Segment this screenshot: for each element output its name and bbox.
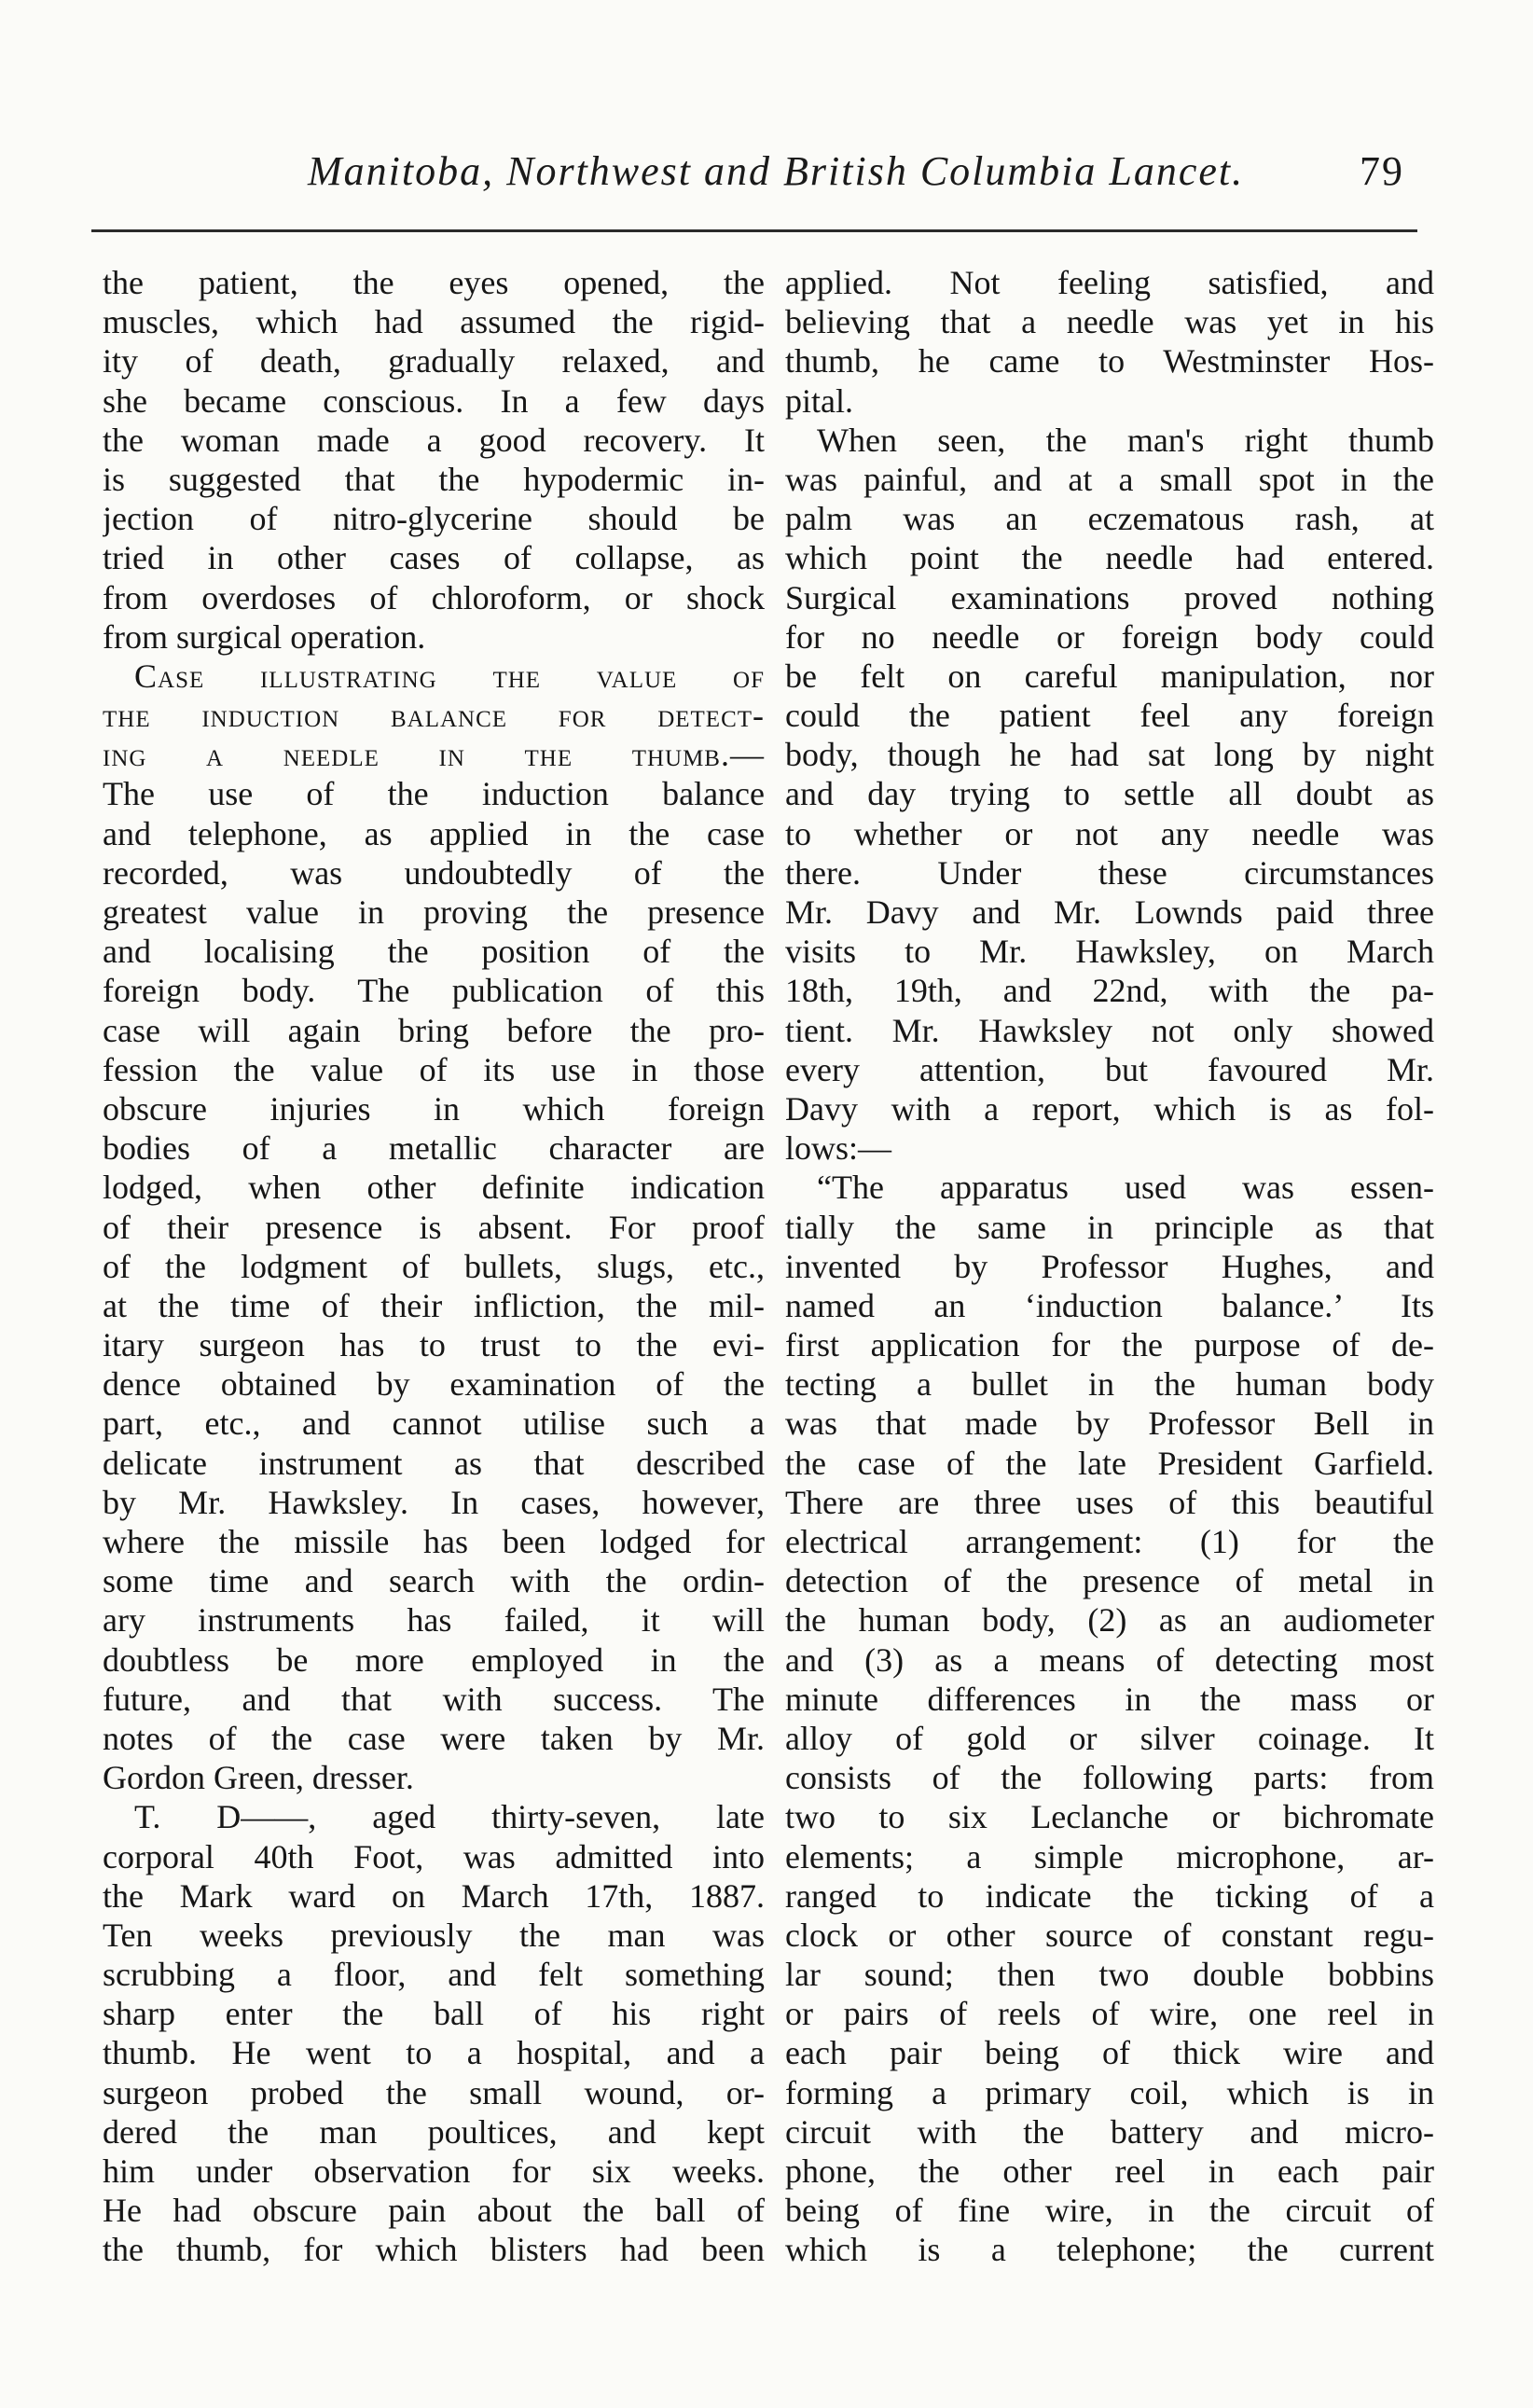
text-line: forming a primary coil, which is in (785, 2073, 1434, 2111)
text-line: scrubbing a floor, and felt something (103, 1956, 765, 1994)
text-line: Surgical examinations proved nothing (785, 578, 1434, 616)
text-line: Davy with a report, which is as fol- (785, 1089, 1434, 1128)
text-line: ary instruments has failed, it will (103, 1601, 765, 1640)
text-line: palm was an eczematous rash, at (785, 500, 1434, 538)
text-line: named an ‘induction balance.’ Its (785, 1286, 1434, 1324)
text-line: consists of the following parts: from (785, 1759, 1434, 1797)
text-line: foreign body. The publication of this (103, 972, 765, 1010)
running-head-title: Manitoba, Northwest and British Columbia Lancet. (308, 148, 1245, 194)
text-line: surgeon probed the small wound, or- (103, 2073, 765, 2111)
page-number: 79 (1360, 148, 1404, 194)
text-line: the case of the late President Garfield. (785, 1444, 1434, 1482)
text-line: phone, the other reel in each pair (785, 2152, 1434, 2190)
text-line: electrical arrangement: (1) for the (785, 1523, 1434, 1560)
text-line: believing that a needle was yet in his (785, 303, 1434, 341)
text-line: sharp enter the ball of his right (103, 1995, 765, 2033)
text-line: jection of nitro-glycerine should be (103, 500, 765, 538)
text-line: fession the value of its use in those (103, 1050, 765, 1088)
text-line: she became conscious. In a few days (103, 381, 765, 420)
text-line: delicate instrument as that described (103, 1444, 765, 1482)
text-line: to whether or not any needle was (785, 814, 1434, 852)
text-line: notes of the case were taken by Mr. (103, 1719, 765, 1757)
text-line: future, and that with success. The (103, 1680, 765, 1718)
text-line: invented by Professor Hughes, and (785, 1247, 1434, 1285)
text-line: case will again bring before the pro- (103, 1011, 765, 1049)
text-line: where the missile has been lodged for (103, 1523, 765, 1560)
text-line: Gordon Green, dresser. (103, 1759, 414, 1797)
text-line: clock or other source of constant regu- (785, 1916, 1434, 1954)
text-line: greatest value in proving the presence (103, 893, 765, 931)
text-line: him under observation for six weeks. (103, 2152, 765, 2190)
text-line: itary surgeon has to trust to the evi- (103, 1326, 765, 1364)
text-line: bodies of a metallic character are (103, 1129, 765, 1168)
text-line: two to six Leclanche or bichromate (785, 1798, 1434, 1836)
text-line: was painful, and at a small spot in the (785, 460, 1434, 498)
text-line: which is a telephone; the current (785, 2231, 1434, 2269)
text-line: minute differences in the mass or (785, 1680, 1434, 1718)
text-line: the patient, the eyes opened, the (103, 264, 765, 301)
text-line: 18th, 19th, and 22nd, with the pa- (785, 972, 1434, 1010)
text-line: tecting a bullet in the human body (785, 1365, 1434, 1404)
text-line: dered the man poultices, and kept (103, 2112, 765, 2151)
text-line: and (3) as a means of detecting most (785, 1640, 1434, 1679)
text-line: circuit with the battery and micro- (785, 2112, 1434, 2151)
text-line: tially the same in principle as that (785, 1208, 1434, 1246)
text-line: The use of the induction balance (103, 775, 765, 813)
text-line: detection of the presence of metal in (785, 1562, 1434, 1600)
text-line: thumb, he came to Westminster Hos- (785, 342, 1434, 381)
text-line: and telephone, as applied in the case (103, 814, 765, 852)
text-line: body, though he had sat long by night (785, 736, 1434, 774)
text-line: or pairs of reels of wire, one reel in (785, 1995, 1434, 2033)
text-line: some time and search with the ordin- (103, 1562, 765, 1600)
text-line: ity of death, gradually relaxed, and (103, 342, 765, 381)
text-line: for no needle or foreign body could (785, 617, 1434, 656)
text-line: alloy of gold or silver coinage. It (785, 1719, 1434, 1757)
text-line: the Mark ward on March 17th, 1887. (103, 1876, 765, 1915)
text-line: tient. Mr. Hawksley not only showed (785, 1011, 1434, 1049)
text-line: is suggested that the hypodermic in- (103, 460, 765, 498)
text-line: every attention, but favoured Mr. (785, 1050, 1434, 1088)
text-line: pital. (785, 381, 853, 420)
text-line: the thumb, for which blisters had been (103, 2231, 765, 2269)
text-line: of their presence is absent. For proof (103, 1208, 765, 1246)
text-line: and day trying to settle all doubt as (785, 775, 1434, 813)
text-line: from surgical operation. (103, 617, 426, 656)
text-line: tried in other cases of collapse, as (103, 539, 765, 577)
text-line: the induction balance for detect- (103, 697, 765, 735)
text-line: “The apparatus used was essen- (817, 1169, 1434, 1207)
text-line: of the lodgment of bullets, slugs, etc., (103, 1247, 765, 1285)
text-line: part, etc., and cannot utilise such a (103, 1405, 765, 1443)
text-line: the human body, (2) as an audiometer (785, 1601, 1434, 1640)
text-line: applied. Not feeling satisfied, and (785, 264, 1434, 301)
text-line: corporal 40th Foot, was admitted into (103, 1837, 765, 1875)
text-line: ing a needle in the thumb.— (103, 736, 765, 774)
text-line: When seen, the man's right thumb (817, 421, 1434, 459)
text-line: dence obtained by examination of the (103, 1365, 765, 1404)
text-line: Mr. Davy and Mr. Lownds paid three (785, 893, 1434, 931)
text-line: lar sound; then two double bobbins (785, 1956, 1434, 1994)
left-column (103, 263, 765, 2270)
text-line: recorded, was undoubtedly of the (103, 853, 765, 892)
text-line: lodged, when other definite indication (103, 1169, 765, 1207)
text-line: visits to Mr. Hawksley, on March (785, 933, 1434, 971)
text-line: the woman made a good recovery. It (103, 421, 765, 459)
right-column (785, 263, 1434, 2270)
text-line: each pair being of thick wire and (785, 2034, 1434, 2072)
text-line: Ten weeks previously the man was (103, 1916, 765, 1954)
text-line: could the patient feel any foreign (785, 697, 1434, 735)
text-line: from overdoses of chloroform, or shock (103, 578, 765, 616)
text-line: by Mr. Hawksley. In cases, however, (103, 1483, 765, 1521)
text-line: which point the needle had entered. (785, 539, 1434, 577)
text-line: elements; a simple microphone, ar- (785, 1837, 1434, 1875)
text-line: and localising the position of the (103, 933, 765, 971)
text-line: being of fine wire, in the circuit of (785, 2192, 1434, 2230)
text-line: at the time of their infliction, the mil- (103, 1286, 765, 1324)
text-line: be felt on careful manipulation, nor (785, 657, 1434, 695)
text-line: T. D——, aged thirty-seven, late (134, 1798, 765, 1836)
text-line: obscure injuries in which foreign (103, 1089, 765, 1128)
text-line: there. Under these circumstances (785, 853, 1434, 892)
text-line: There are three uses of this beautiful (785, 1483, 1434, 1521)
text-line: first application for the purpose of de- (785, 1326, 1434, 1364)
text-line: lows:— (785, 1129, 892, 1168)
text-line: was that made by Professor Bell in (785, 1405, 1434, 1443)
text-line: doubtless be more employed in the (103, 1640, 765, 1679)
text-line: He had obscure pain about the ball of (103, 2192, 765, 2230)
text-line: muscles, which had assumed the rigid- (103, 303, 765, 341)
header-rule (91, 229, 1417, 232)
text-line: Case illustrating the value of (134, 657, 765, 695)
text-line: ranged to indicate the ticking of a (785, 1876, 1434, 1915)
text-line: thumb. He went to a hospital, and a (103, 2034, 765, 2072)
